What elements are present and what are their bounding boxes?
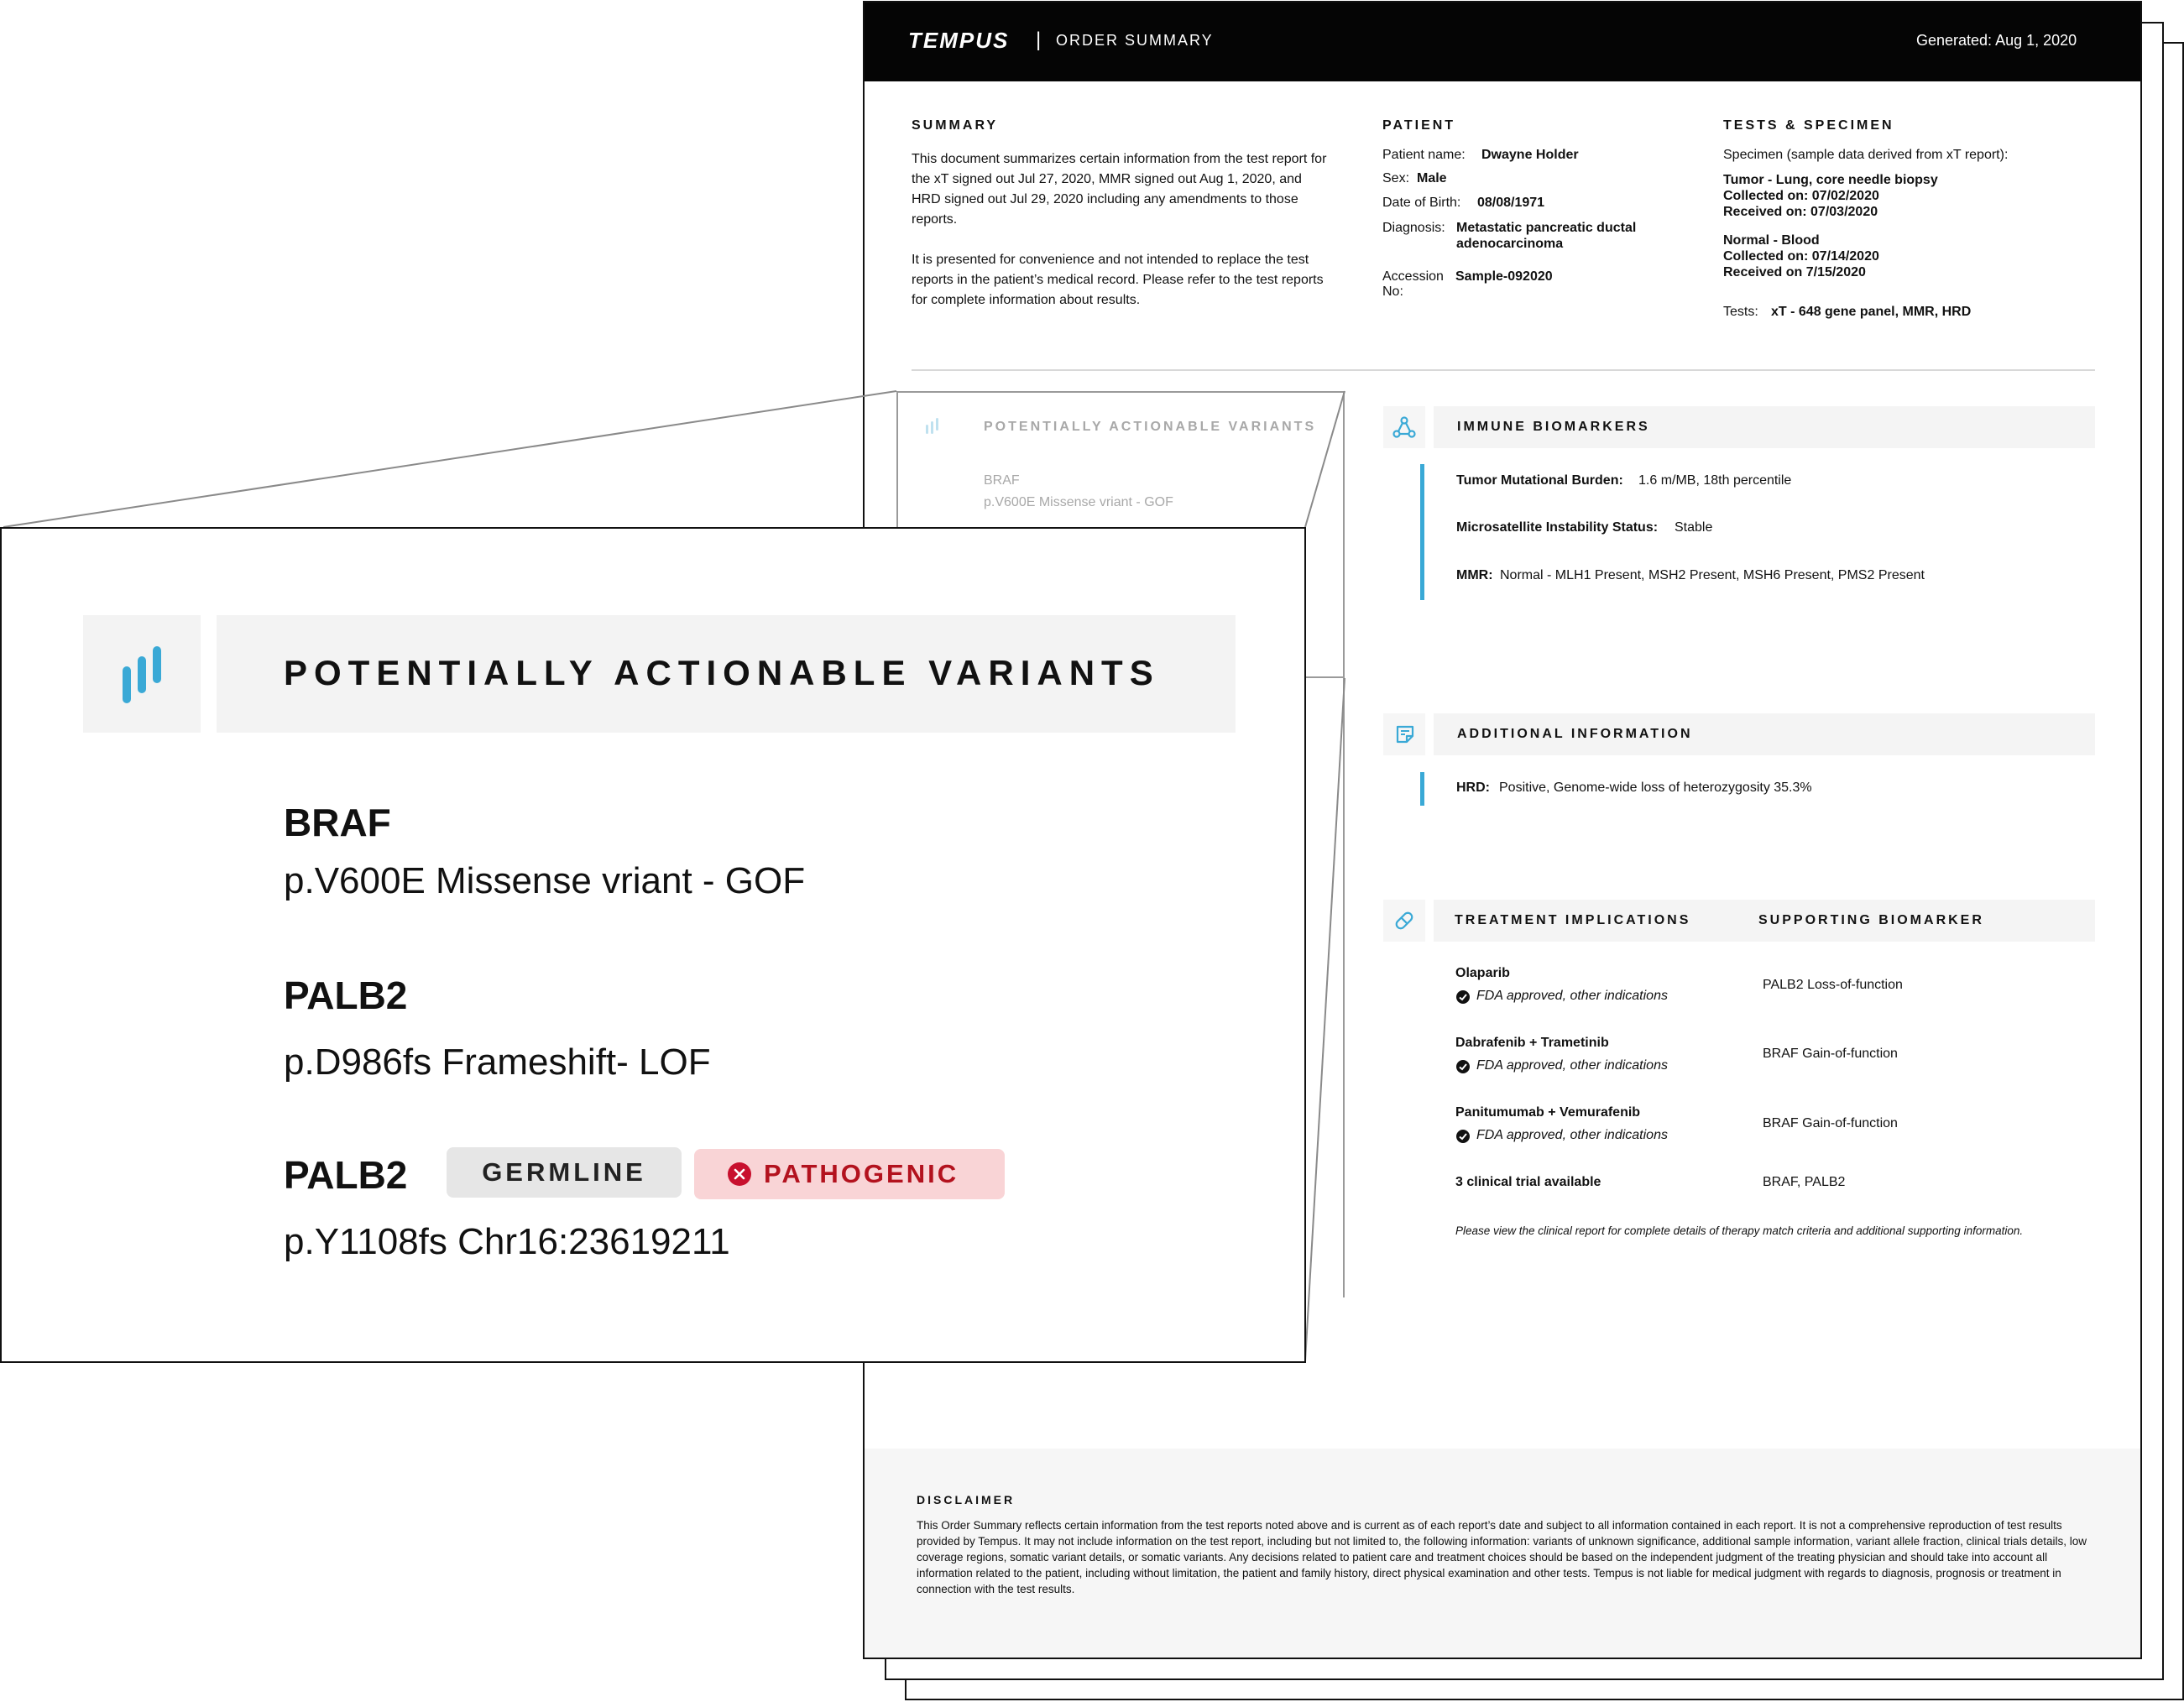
diagnosis-label: Diagnosis:	[1382, 221, 1445, 235]
treatment-row-1-biomarker: PALB2 Loss-of-function	[1763, 978, 1903, 992]
accession-label-line-2: No:	[1382, 285, 1403, 299]
clinical-trials-count: 3 clinical trial available	[1455, 1175, 1601, 1189]
dob-label: Date of Birth:	[1382, 196, 1461, 210]
faded-gene: BRAF	[984, 473, 1020, 488]
accession-value: Sample-092020	[1455, 269, 1553, 284]
generated-date: Generated: Aug 1, 2020	[1916, 32, 2077, 49]
treatment-heading: TREATMENT IMPLICATIONS	[1455, 913, 1691, 927]
tumor-specimen: Tumor - Lung, core needle biopsy	[1723, 173, 1938, 187]
hrd-label: HRD:	[1456, 781, 1490, 795]
accession-label-line-1: Accession	[1382, 269, 1444, 284]
faded-variants-heading: POTENTIALLY ACTIONABLE VARIANTS	[984, 420, 1317, 434]
disclaimer-text: This Order Summary reflects certain information from the test reports noted above and is current as of each report’s date and subject to all information contained in each report. It is not a comprehensive reproduction of test results provided by Tempus. It may not include information on the test report, including but not limited to, the following information: variants of unknown significance, additional sample information, variant allele fraction, clinical trials details, low coverage regions, somatic variant details, or somatic variants. Any decisions related to patient care and treatment choices should be based on the independent judgment of the treating physician and should take into account all information related to the patient, including without limitation, the patient and family history, direct physical examination and other tests. Tempus is not liable for medical judgment with regards to diagnosis, prognosis or treatment in connection with the test results.	[917, 1519, 2087, 1595]
normal-specimen: Normal - Blood	[1723, 233, 1820, 248]
disclaimer-heading: DISCLAIMER	[917, 1493, 1016, 1506]
clinical-trials-biomarker: BRAF, PALB2	[1763, 1175, 1846, 1189]
sex-value: Male	[1417, 171, 1447, 185]
zoom-variant-2-detail: p.D986fs Frameshift- LOF	[284, 1042, 711, 1083]
faded-variant-detail: p.V600E Missense vriant - GOF	[984, 495, 1173, 509]
mmr-value: Normal - MLH1 Present, MSH2 Present, MSH6 Present, PMS2 Present	[1500, 568, 1925, 582]
patient-heading: PATIENT	[1382, 118, 1456, 133]
normal-received: Received on 7/15/2020	[1723, 265, 1866, 279]
treatment-footnote: Please view the clinical report for complete details of therapy match criteria and additional supporting information.	[1455, 1224, 2024, 1237]
tmb-label: Tumor Mutational Burden:	[1456, 473, 1623, 488]
bar-chart-icon	[118, 643, 168, 707]
tests-heading: TESTS & SPECIMEN	[1723, 118, 1894, 133]
tumor-received: Received on: 07/03/2020	[1723, 205, 1878, 219]
supporting-biomarker-heading: SUPPORTING BIOMARKER	[1758, 913, 1984, 927]
summary-heading: SUMMARY	[912, 118, 999, 133]
close-circle-icon	[727, 1162, 752, 1187]
treatment-row-1-note: FDA approved, other indications	[1476, 989, 1668, 1003]
msi-value: Stable	[1675, 520, 1713, 535]
treatment-row-2-drug: Dabrafenib + Trametinib	[1455, 1036, 1609, 1050]
treatment-row-2-note: FDA approved, other indications	[1476, 1058, 1668, 1073]
treatment-row-2-biomarker: BRAF Gain-of-function	[1763, 1047, 1898, 1061]
zoom-variants-heading: POTENTIALLY ACTIONABLE VARIANTS	[284, 653, 1160, 692]
zoom-variant-2-gene: PALB2	[284, 974, 408, 1017]
tests-label: Tests:	[1723, 305, 1758, 319]
summary-paragraph-1: This document summarizes certain information from the test report for the xT signed out Jul 27, 2020, MMR signed out Aug 1, 2020, and HRD signed out Jul 29, 2020 including any amendments to those reports.	[912, 152, 1327, 227]
treatment-row-3-biomarker: BRAF Gain-of-function	[1763, 1116, 1898, 1130]
tests-value: xT - 648 gene panel, MMR, HRD	[1771, 305, 1972, 319]
diagnosis-value-line-1: Metastatic pancreatic ductal	[1456, 221, 1637, 235]
treatment-row-1-drug: Olaparib	[1455, 966, 1510, 980]
treatment-row-3-note: FDA approved, other indications	[1476, 1128, 1668, 1142]
dob-value: 08/08/1971	[1477, 196, 1545, 210]
brand-logo: TEMPUS	[908, 28, 1010, 53]
hrd-value: Positive, Genome-wide loss of heterozygosity 35.3%	[1499, 781, 1812, 795]
summary-paragraph-2: It is presented for convenience and not intended to replace the test reports in the patient’s medical record. Please refer to the test reports for complete information about results.	[912, 253, 1324, 307]
msi-label: Microsatellite Instability Status:	[1456, 520, 1659, 535]
treatment-row-3-drug: Panitumumab + Vemurafenib	[1455, 1105, 1641, 1120]
zoom-variant-1-gene: BRAF	[284, 801, 391, 844]
diagnosis-value-line-2: adenocarcinoma	[1456, 237, 1564, 251]
patient-name: Dwayne Holder	[1481, 148, 1579, 162]
tumor-collected: Collected on: 07/02/2020	[1723, 189, 1879, 203]
document-title: ORDER SUMMARY	[1056, 32, 1214, 49]
patient-name-label: Patient name:	[1382, 148, 1466, 162]
specimen-intro: Specimen (sample data derived from xT report):	[1723, 148, 2009, 162]
pathogenic-label: PATHOGENIC	[764, 1159, 959, 1188]
zoom-variant-1-detail: p.V600E Missense vriant - GOF	[284, 860, 806, 901]
header-divider: |	[1036, 29, 1042, 51]
immune-heading: IMMUNE BIOMARKERS	[1457, 420, 1650, 434]
germline-badge: GERMLINE	[447, 1147, 682, 1198]
zoom-variant-3-detail: p.Y1108fs Chr16:23619211	[284, 1221, 730, 1262]
mmr-label: MMR:	[1456, 568, 1493, 582]
zoom-variant-3-gene: PALB2	[284, 1153, 408, 1197]
sex-label: Sex:	[1382, 171, 1410, 185]
normal-collected: Collected on: 07/14/2020	[1723, 249, 1879, 264]
tmb-value: 1.6 m/MB, 18th percentile	[1638, 473, 1792, 488]
additional-heading: ADDITIONAL INFORMATION	[1457, 727, 1693, 741]
